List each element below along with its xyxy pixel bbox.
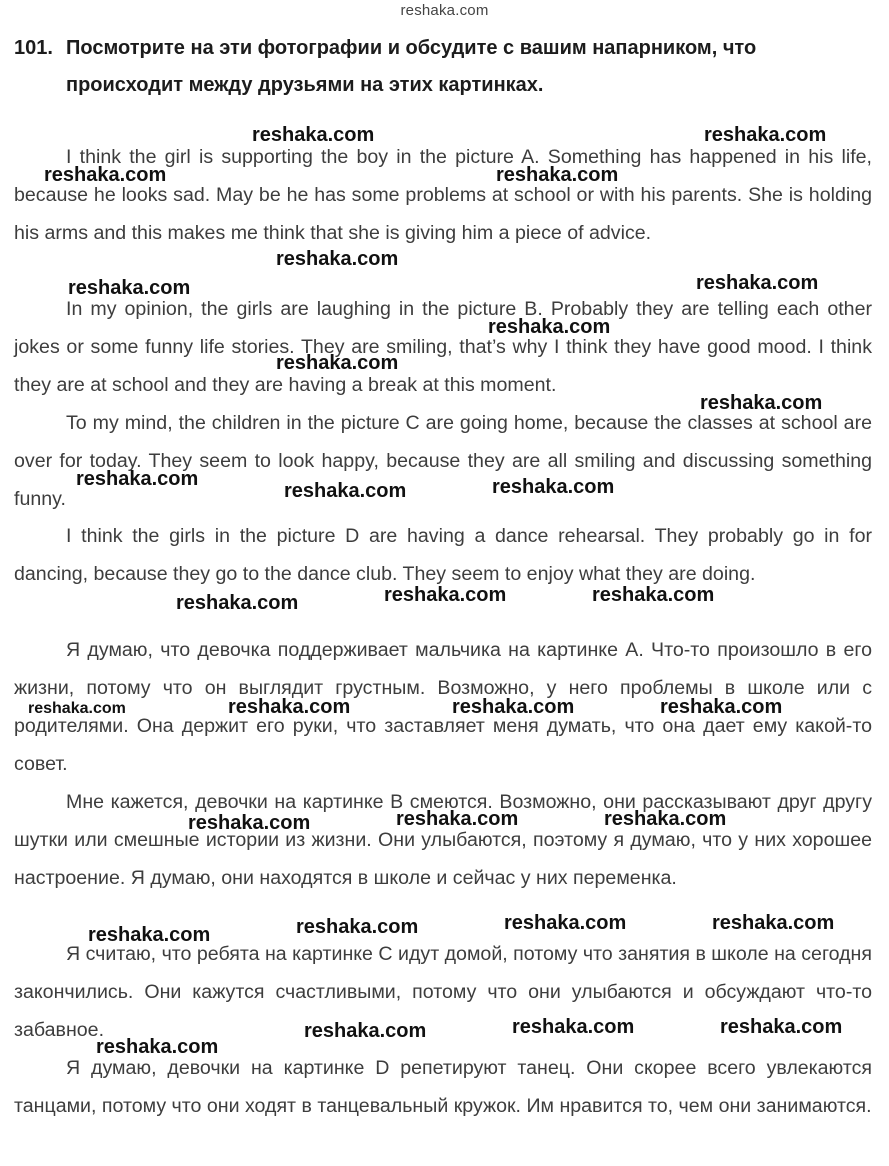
watermark-text: reshaka.com bbox=[88, 924, 211, 946]
paragraph-en-picture-a: I think the girl is supporting the boy in the picture A. Something has happened in his life, because he looks sad. May be he has some problems at school or with his parents. She is holding his arms and this makes me think that she is giving him a piece of advice. bbox=[14, 146, 872, 244]
watermark-text: reshaka.com bbox=[496, 164, 619, 186]
watermark-text: reshaka.com bbox=[512, 1016, 635, 1038]
task-number: 101. bbox=[14, 37, 53, 59]
task-text-line-2: происходит между друзьями на этих картинках. bbox=[66, 74, 544, 96]
watermark-text: reshaka.com bbox=[604, 808, 727, 830]
watermark-text: reshaka.com bbox=[720, 1016, 843, 1038]
watermark-text: reshaka.com bbox=[76, 468, 199, 490]
watermark-text: reshaka.com bbox=[188, 812, 311, 834]
watermark-text: reshaka.com bbox=[492, 476, 615, 498]
watermark-text: reshaka.com bbox=[296, 916, 419, 938]
watermark-text: reshaka.com bbox=[276, 248, 399, 270]
paragraph-ru-picture-a: Я думаю, что девочка поддерживает мальчика на картинке А. Что-то произошло в его жизни, потому что он выглядит грустным. Возможно, у него проблемы в школе или с родителями. Она держит его руки, что заставляет меня думать, что она дает ему какой-то совет. bbox=[14, 639, 872, 775]
watermark-text: reshaka.com bbox=[228, 696, 351, 718]
task-text-line-1: Посмотрите на эти фотографии и обсудите с вашим напарником, что bbox=[66, 37, 757, 59]
watermark-text: reshaka.com bbox=[660, 696, 783, 718]
watermark-text: reshaka.com bbox=[396, 808, 519, 830]
watermark-text: reshaka.com bbox=[504, 912, 627, 934]
watermark-text: reshaka.com bbox=[276, 352, 399, 374]
watermark-text: reshaka.com bbox=[700, 392, 823, 414]
watermark-text: reshaka.com bbox=[696, 272, 819, 294]
paragraph-ru-picture-d: Я думаю, девочки на картинке D репетируют танец. Они скорее всего увлекаются танцами, потому что они ходят в танцевальный кружок. Им нравится то, чем они занимаются. bbox=[14, 1057, 872, 1117]
paragraph-ru-picture-c: Я считаю, что ребята на картинке С идут домой, потому что занятия в школе на сегодня закончились. Они кажутся счастливыми, потому что они улыбаются и обсуждают что-то забавное. bbox=[14, 943, 872, 1041]
watermark-text: reshaka.com bbox=[96, 1036, 219, 1058]
watermark-text: reshaka.com bbox=[176, 592, 299, 614]
task-heading bbox=[14, 30, 876, 104]
paragraph-en-picture-c: To my mind, the children in the picture C are going home, because the classes at school are over for today. They seem to look happy, because they are all smiling and discussing something funny. bbox=[14, 412, 872, 510]
watermark-text: reshaka.com bbox=[452, 696, 575, 718]
paragraph-en-picture-b: In my opinion, the girls are laughing in the picture B. Probably they are telling each other jokes or some funny life stories. They are smiling, that’s why I think they have good mood. I think they are at school and they are having a break at this moment. bbox=[14, 298, 872, 396]
watermark-text: reshaka.com bbox=[488, 316, 611, 338]
watermark-text: reshaka.com bbox=[68, 277, 191, 299]
watermark-text: reshaka.com bbox=[384, 584, 507, 606]
paragraph-en-picture-d: I think the girls in the picture D are having a dance rehearsal. They probably go in for dancing, because they go to the dance club. They seem to enjoy what they are doing. bbox=[14, 525, 872, 585]
watermark-text: reshaka.com bbox=[284, 480, 407, 502]
paragraph-ru-picture-b: Мне кажется, девочки на картинке В смеются. Возможно, они рассказывают друг другу шутки или смешные истории из жизни. Они улыбаются, поэтому я думаю, что у них хорошее настроение. Я думаю, они находятся в школе и сейчас у них переменка. bbox=[14, 791, 872, 889]
watermark-text: reshaka.com bbox=[592, 584, 715, 606]
task-line-1 bbox=[14, 30, 876, 67]
watermark-text: reshaka.com bbox=[44, 164, 167, 186]
watermark-text: reshaka.com bbox=[28, 700, 126, 717]
watermark-text: reshaka.com bbox=[712, 912, 835, 934]
watermark-text: reshaka.com bbox=[704, 124, 827, 146]
site-header-watermark: reshaka.com bbox=[400, 2, 489, 19]
watermark-text: reshaka.com bbox=[252, 124, 375, 146]
watermark-text: reshaka.com bbox=[304, 1020, 427, 1042]
